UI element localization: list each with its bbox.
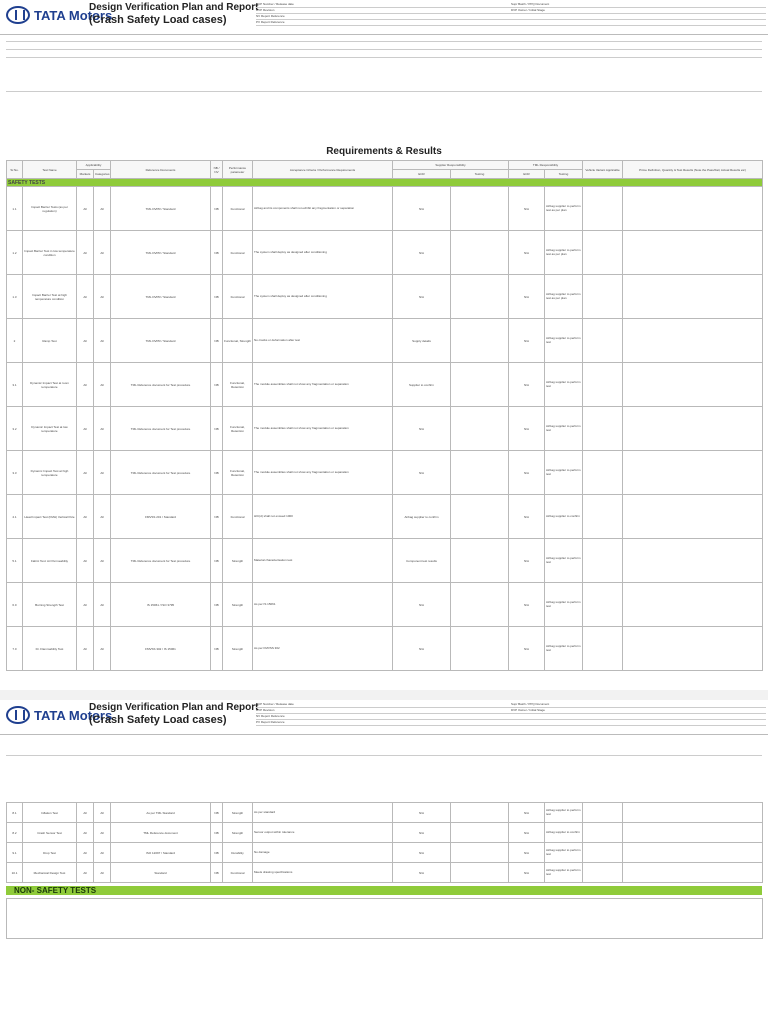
cell-reference: TML Reference document for Test procedure (111, 363, 211, 407)
cell-market: All (77, 451, 94, 495)
cell-supplier-testing (451, 863, 509, 883)
cell-results (623, 863, 763, 883)
cell-test-name: Ramp Test (23, 319, 77, 363)
cell-srno: 3.1 (7, 363, 23, 407)
meta-row: NV Report Reference (256, 14, 766, 20)
cell-reference: TML DVPR / Standard (111, 319, 211, 363)
col-tml: TML Responsibility (509, 161, 583, 170)
cell-performance: Functional, Strength (223, 319, 253, 363)
page-header (0, 0, 768, 35)
document-title (89, 2, 258, 26)
cell-supplier-ecr: N/A (393, 187, 451, 231)
table-row (7, 803, 763, 823)
col-supplier-ecr: ECR (393, 170, 451, 179)
cell-vehicle (583, 627, 623, 671)
cell-acceptance: Sensor output within tolerance (253, 823, 393, 843)
cell-vehicle (583, 823, 623, 843)
cell-vehicle (583, 803, 623, 823)
cell-vehicle (583, 407, 623, 451)
cell-results (623, 363, 763, 407)
cell-vehicle (583, 275, 623, 319)
cell-srno: 8.1 (7, 803, 23, 823)
safety-section-header: SAFETY TESTS (7, 179, 763, 187)
cell-supplier-ecr: N/A (393, 451, 451, 495)
cell-nb: NB (211, 583, 223, 627)
cell-test-name: Drop Test (23, 843, 77, 863)
col-nb: NB / NV (211, 161, 223, 179)
cell-srno: 7.0 (7, 627, 23, 671)
cell-supplier-testing (451, 843, 509, 863)
cell-category: All (94, 231, 111, 275)
table-row (7, 407, 763, 451)
cell-test-name: Mechanical Design Test (23, 863, 77, 883)
cell-acceptance: No damage (253, 843, 393, 863)
meta-row: PV Report Reference (256, 20, 766, 26)
cell-srno: 1.1 (7, 187, 23, 231)
col-markets: Markets (77, 170, 94, 179)
cell-srno: 6.0 (7, 583, 23, 627)
cell-supplier-ecr: N/A (393, 863, 451, 883)
cell-tml-ecr: N/A (509, 275, 545, 319)
cell-tml-ecr: N/A (509, 627, 545, 671)
cell-nb: NB (211, 275, 223, 319)
header-meta: DVP Number / Release date Supr Batch / PPQ Document DVP Revision DVP Owner / Initial Stage NV Report Reference PV Report Reference (256, 702, 766, 726)
cell-supplier-testing (451, 803, 509, 823)
cell-srno: 4.1 (7, 495, 23, 539)
cell-results (623, 407, 763, 451)
col-tml-testing: Testing (545, 170, 583, 179)
cell-tml-testing: Airbag supplier to perform test (545, 627, 583, 671)
cell-nb: NB (211, 451, 223, 495)
cell-nb: NB (211, 539, 223, 583)
cell-results (623, 823, 763, 843)
non-safety-table (6, 898, 763, 939)
cell-tml-ecr: N/A (509, 863, 545, 883)
col-test-name: Test Name (23, 161, 77, 179)
col-reference: Reference Documents (111, 161, 211, 179)
cell-test-name: Inflation Test (23, 803, 77, 823)
col-applicability: Applicability (77, 161, 111, 170)
cell-supplier-ecr: N/A (393, 275, 451, 319)
cell-vehicle (583, 451, 623, 495)
cell-tml-ecr: N/A (509, 319, 545, 363)
cell-test-name: Dynamic Impact Test at room temperature (23, 363, 77, 407)
cell-category: All (94, 863, 111, 883)
cell-srno: 8.2 (7, 823, 23, 843)
cell-tml-ecr: N/A (509, 451, 545, 495)
cell-market: All (77, 843, 94, 863)
cell-supplier-testing (451, 823, 509, 843)
cell-test-name: Impact Barrier Tests (as per regulation) (23, 187, 77, 231)
cell-results (623, 319, 763, 363)
cell-performance: Functional, Retention (223, 451, 253, 495)
cell-acceptance: Meets drawing specifications (253, 863, 393, 883)
cell-nb: NB (211, 627, 223, 671)
cell-reference: TML DVPR / Standard (111, 187, 211, 231)
cell-tml-testing: Airbag supplier to perform test (545, 539, 583, 583)
cell-supplier-testing (451, 583, 509, 627)
cell-acceptance: The module assemblies shall not show any fragmentation or separation (253, 363, 393, 407)
cell-nb: NB (211, 863, 223, 883)
cell-nb: NB (211, 495, 223, 539)
cell-category: All (94, 407, 111, 451)
table-row (7, 495, 763, 539)
cell-market: All (77, 495, 94, 539)
cell-market: All (77, 319, 94, 363)
document-page-2 (0, 700, 768, 1024)
cell-supplier-ecr: N/A (393, 627, 451, 671)
cell-vehicle (583, 319, 623, 363)
cell-performance: Strength (223, 583, 253, 627)
cell-market: All (77, 627, 94, 671)
cell-srno: 1.3 (7, 275, 23, 319)
cell-srno: 5.1 (7, 539, 23, 583)
cell-srno: 2 (7, 319, 23, 363)
cell-performance: Functional, Retention (223, 407, 253, 451)
cell-acceptance: HIC(d) shall not exceed 1000 (253, 495, 393, 539)
cell-reference: TML Reference document for Test procedure (111, 539, 211, 583)
cell-reference: TML DVPR / Standard (111, 231, 211, 275)
cell-reference: ISO 12097 / Standard (111, 843, 211, 863)
cell-supplier-ecr: N/A (393, 823, 451, 843)
cell-acceptance: No cracks or deformation after test (253, 319, 393, 363)
requirements-table-2 (6, 802, 763, 883)
col-categories: Categories (94, 170, 111, 179)
cell-srno: 9.1 (7, 843, 23, 863)
cell-tml-ecr: N/A (509, 823, 545, 843)
table-row (7, 319, 763, 363)
table-row (7, 843, 763, 863)
cell-tml-ecr: N/A (509, 843, 545, 863)
col-vehicle: Vehicle Variant Applicable (583, 161, 623, 179)
cell-tml-testing: Airbag supplier to perform test as per plan (545, 187, 583, 231)
cell-nb: NB (211, 231, 223, 275)
tata-logo-icon (6, 706, 30, 724)
requirements-table (6, 160, 763, 671)
cell-tml-testing: Airbag supplier to perform test (545, 407, 583, 451)
cell-srno: 3.2 (7, 407, 23, 451)
cell-reference: TML DVPR / Standard (111, 275, 211, 319)
cell-reference: TML Reference document for Test procedure (111, 451, 211, 495)
cell-nb: NB (211, 319, 223, 363)
cell-performance: Functional (223, 863, 253, 883)
title-line-2: (Crash Safety Load cases) (89, 714, 227, 726)
cell-supplier-ecr: Supply details (393, 319, 451, 363)
brand-name: TATA Motors (34, 707, 113, 723)
col-performance: Performance parameter (223, 161, 253, 179)
table-row (7, 187, 763, 231)
cell-vehicle (583, 583, 623, 627)
cell-category: All (94, 823, 111, 843)
cell-category: All (94, 539, 111, 583)
cell-supplier-testing (451, 495, 509, 539)
notes-block (6, 755, 762, 796)
cell-vehicle (583, 187, 623, 231)
cell-market: All (77, 187, 94, 231)
cell-performance: Functional, Retention (223, 363, 253, 407)
cell-test-name: Impact Barrier Test in low temperature condition (23, 231, 77, 275)
cell-market: All (77, 275, 94, 319)
col-supplier-testing: Testing (451, 170, 509, 179)
cell-acceptance: As per IS 15061 (253, 583, 393, 627)
col-supplier: Supplier Responsibility (393, 161, 509, 170)
non-safety-band: NON- SAFETY TESTS (6, 886, 762, 895)
cell-vehicle (583, 231, 623, 275)
cell-nb: NB (211, 803, 223, 823)
cell-category: All (94, 363, 111, 407)
cell-supplier-testing (451, 275, 509, 319)
cell-results (623, 843, 763, 863)
cell-acceptance: As per FMVSS 302 (253, 627, 393, 671)
cell-tml-ecr: N/A (509, 495, 545, 539)
cell-acceptance: The system shall deploy as designed after conditioning (253, 231, 393, 275)
cell-category: All (94, 583, 111, 627)
cell-test-name: Head Impact Test (FMH) Vertical Pole (23, 495, 77, 539)
cell-tml-testing: Airbag supplier to perform test (545, 583, 583, 627)
cell-supplier-testing (451, 627, 509, 671)
cell-test-name: Dynamic Impact Test at low temperature (23, 407, 77, 451)
table-row (7, 627, 763, 671)
cell-test-name: Crash Sensor Test (23, 823, 77, 843)
title-line-1: Design Verification Plan and Report (89, 702, 259, 713)
cell-category: All (94, 451, 111, 495)
cell-results (623, 495, 763, 539)
cell-results (623, 231, 763, 275)
cell-vehicle (583, 843, 623, 863)
cell-acceptance: Material characterisation test (253, 539, 393, 583)
cell-test-name: Dr. Flammability Test (23, 627, 77, 671)
meta-row: DVP Number / Release date Supr Batch / PPQ Document (256, 2, 766, 8)
cell-category: All (94, 843, 111, 863)
table-row (7, 583, 763, 627)
cell-nb: NB (211, 187, 223, 231)
cell-category: All (94, 275, 111, 319)
cell-reference: IS 15061 / ISO 3795 (111, 583, 211, 627)
cell-acceptance: The module assemblies shall not show any fragmentation or separation (253, 451, 393, 495)
cell-tml-testing: Airbag supplier to confirm (545, 823, 583, 843)
cell-results (623, 451, 763, 495)
cell-supplier-ecr: N/A (393, 583, 451, 627)
cell-supplier-testing (451, 407, 509, 451)
table-row (7, 823, 763, 843)
cell-performance: Strength (223, 539, 253, 583)
cell-performance: Durability (223, 843, 253, 863)
meta-row: DVP Revision DVP Owner / Initial Stage (256, 8, 766, 14)
cell-tml-testing: Airbag supplier to perform test as per plan (545, 275, 583, 319)
table-row (7, 363, 763, 407)
title-line-2: (Crash Safety Load cases) (89, 14, 227, 26)
sub-header (6, 35, 762, 91)
cell-supplier-ecr: N/A (393, 843, 451, 863)
cell-vehicle (583, 363, 623, 407)
cell-market: All (77, 407, 94, 451)
cell-tml-ecr: N/A (509, 407, 545, 451)
cell-supplier-testing (451, 539, 509, 583)
cell-supplier-ecr: Component test results (393, 539, 451, 583)
cell-performance: Strength (223, 627, 253, 671)
cell-results (623, 187, 763, 231)
notes-block (6, 91, 762, 140)
cell-test-name: Burning Strength Test (23, 583, 77, 627)
table-row (7, 539, 763, 583)
cell-reference: FMVSS 201 / Standard (111, 495, 211, 539)
cell-performance: Functional (223, 275, 253, 319)
cell-tml-testing: Airbag supplier to perform test as per plan (545, 231, 583, 275)
cell-nb: NB (211, 823, 223, 843)
cell-results (623, 583, 763, 627)
page-header (0, 700, 768, 735)
cell-acceptance: Airbag and its components shall not exhibit any fragmentation or separation (253, 187, 393, 231)
cell-results (623, 627, 763, 671)
cell-srno: 10.1 (7, 863, 23, 883)
cell-supplier-testing (451, 187, 509, 231)
cell-market: All (77, 231, 94, 275)
cell-reference: FMVSS 302 / IS 15061 (111, 627, 211, 671)
cell-reference: Standard (111, 863, 211, 883)
cell-supplier-ecr: N/A (393, 803, 451, 823)
cell-nb: NB (211, 363, 223, 407)
cell-supplier-ecr: N/A (393, 231, 451, 275)
cell-tml-ecr: N/A (509, 539, 545, 583)
cell-vehicle (583, 863, 623, 883)
table-row (7, 863, 763, 883)
cell-market: All (77, 583, 94, 627)
cell-reference: As per TML Standard (111, 803, 211, 823)
cell-performance: Functional (223, 495, 253, 539)
cell-tml-ecr: N/A (509, 187, 545, 231)
cell-category: All (94, 187, 111, 231)
cell-market: All (77, 363, 94, 407)
cell-reference: TML Reference document (111, 823, 211, 843)
cell-results (623, 539, 763, 583)
cell-tml-ecr: N/A (509, 803, 545, 823)
cell-market: All (77, 823, 94, 843)
cell-tml-testing: Airbag supplier to confirm (545, 495, 583, 539)
header-meta (256, 2, 766, 26)
cell-acceptance: The module assemblies shall not show any fragmentation or separation (253, 407, 393, 451)
cell-tml-ecr: N/A (509, 231, 545, 275)
cell-tml-testing: Airbag supplier to perform test (545, 863, 583, 883)
cell-supplier-ecr: N/A (393, 407, 451, 451)
tata-logo-icon (6, 6, 30, 24)
brand-name: TATA Motors (34, 7, 113, 23)
cell-supplier-ecr: Airbag supplier to confirm (393, 495, 451, 539)
title-line-1: Design Verification Plan and Report (89, 2, 259, 13)
table-row (7, 231, 763, 275)
cell-category: All (94, 627, 111, 671)
col-prime: Prime Definition, Quantity & Test Results (Note the Pass/Fail, Actual Results etc) (623, 161, 763, 179)
cell-nb: NB (211, 407, 223, 451)
cell-acceptance: As per standard (253, 803, 393, 823)
col-srno: Sr.No. (7, 161, 23, 179)
cell-performance: Functional (223, 187, 253, 231)
cell-supplier-testing (451, 231, 509, 275)
cell-reference: TML Reference document for Test procedure (111, 407, 211, 451)
cell-supplier-testing (451, 451, 509, 495)
cell-tml-testing: Airbag supplier to perform test (545, 843, 583, 863)
cell-test-name: Impact Barrier Test at high temperature condition (23, 275, 77, 319)
cell-acceptance: The system shall deploy as designed after conditioning (253, 275, 393, 319)
cell-vehicle (583, 539, 623, 583)
cell-performance: Functional (223, 231, 253, 275)
cell-srno: 3.3 (7, 451, 23, 495)
cell-tml-testing: Airbag supplier to perform test (545, 363, 583, 407)
cell-supplier-testing (451, 319, 509, 363)
table-row (7, 451, 763, 495)
cell-srno: 1.2 (7, 231, 23, 275)
cell-test-name: Fabric Test: Air Permeability (23, 539, 77, 583)
cell-tml-testing: Airbag supplier to perform test (545, 803, 583, 823)
cell-test-name: Dynamic Impact Test at high temperature (23, 451, 77, 495)
cell-results (623, 275, 763, 319)
cell-tml-testing: Airbag supplier to perform test (545, 451, 583, 495)
cell-tml-testing: Airbag supplier to perform test (545, 319, 583, 363)
cell-tml-ecr: N/A (509, 363, 545, 407)
cell-supplier-ecr: Supplier to confirm (393, 363, 451, 407)
cell-performance: Strength (223, 803, 253, 823)
cell-market: All (77, 803, 94, 823)
cell-category: All (94, 495, 111, 539)
col-tml-ecr: ECR (509, 170, 545, 179)
cell-vehicle (583, 495, 623, 539)
cell-nb: NB (211, 843, 223, 863)
cell-performance: Strength (223, 823, 253, 843)
cell-market: All (77, 539, 94, 583)
section-title: Requirements & Results (326, 146, 442, 157)
cell-category: All (94, 319, 111, 363)
col-acceptance: Acceptance Criteria / Performance Requirements (253, 161, 393, 179)
cell-category: All (94, 803, 111, 823)
sub-header (6, 735, 762, 755)
table-row (7, 275, 763, 319)
cell-market: All (77, 863, 94, 883)
cell-results (623, 803, 763, 823)
cell-tml-ecr: N/A (509, 583, 545, 627)
cell-supplier-testing (451, 363, 509, 407)
document-title (89, 702, 258, 726)
